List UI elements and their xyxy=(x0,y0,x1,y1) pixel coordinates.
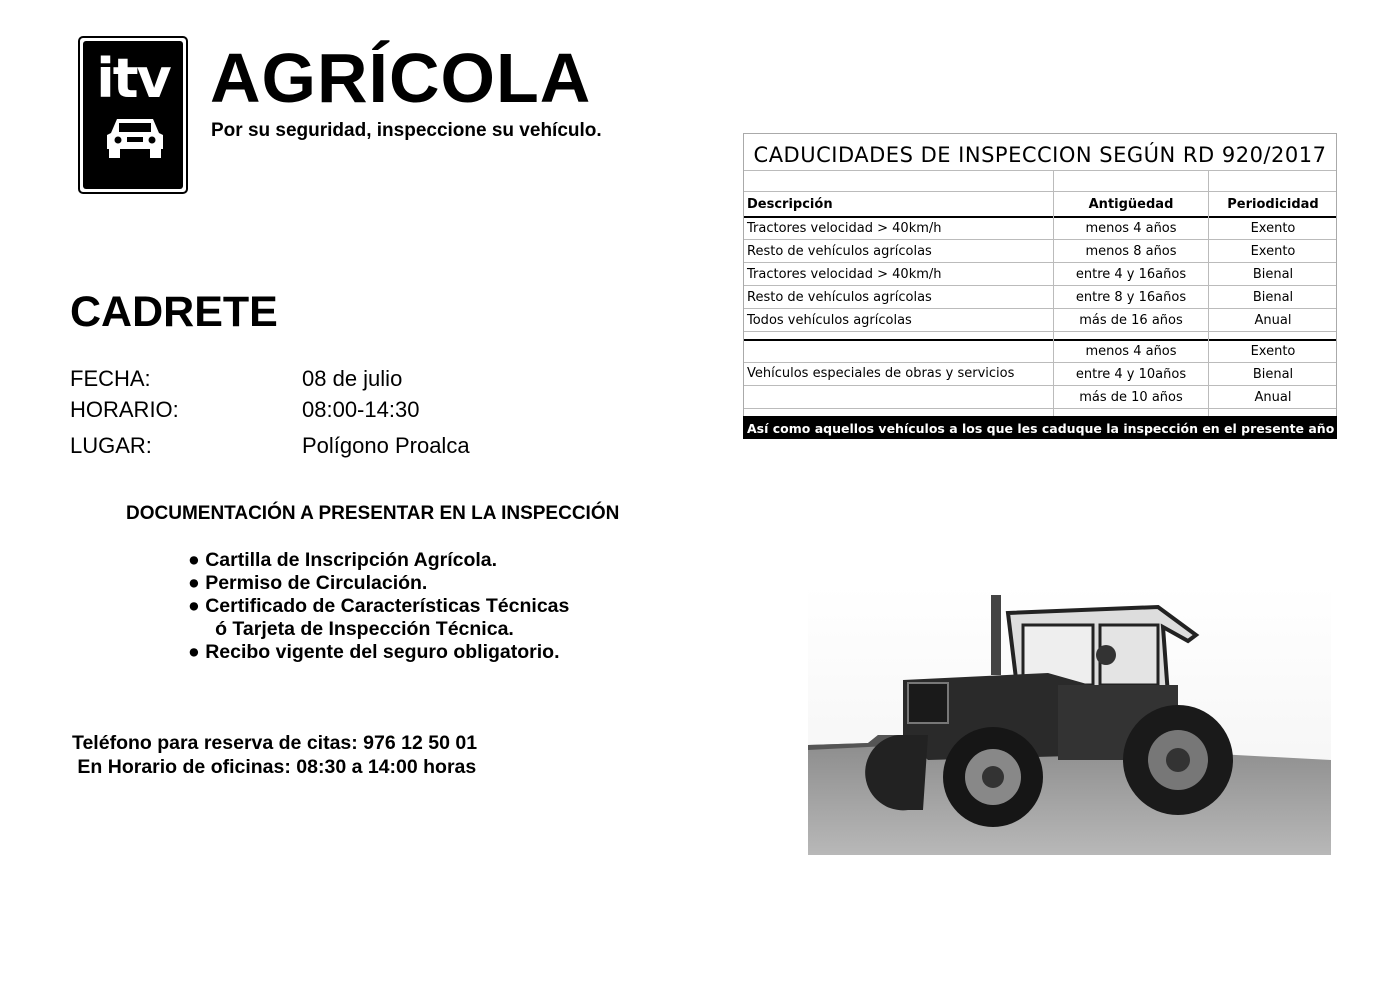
car-icon xyxy=(105,115,165,161)
documents-list-item: ó Tarjeta de Inspección Técnica. xyxy=(188,618,514,640)
tractor-photo xyxy=(808,585,1331,855)
table-cell: entre 8 y 16años xyxy=(1075,290,1187,305)
office-hours-line: En Horario de oficinas: 08:30 a 14:00 horas xyxy=(72,756,477,778)
table-cell: Bienal xyxy=(1252,290,1294,305)
table-cell: Resto de vehículos agrícolas xyxy=(747,290,932,305)
table-cell: entre 4 y 16años xyxy=(1075,267,1187,282)
column-header-description: Descripción xyxy=(747,197,833,212)
phone-line: Teléfono para reserva de citas: 976 12 50 01 xyxy=(72,732,478,754)
date-label: FECHA: xyxy=(70,366,151,391)
table-cell: Tractores velocidad > 40km/h xyxy=(747,221,942,236)
table-cell: Exento xyxy=(1250,244,1296,259)
table-title: CADUCIDADES DE INSPECCION SEGÚN RD 920/2017 xyxy=(753,143,1327,167)
inspection-table xyxy=(743,133,1337,439)
column-header-periodicity: Periodicidad xyxy=(1227,197,1319,212)
documents-list-item: ● Certificado de Características Técnicas xyxy=(188,595,570,617)
column-header-age: Antigüedad xyxy=(1088,197,1174,212)
place-value: Polígono Proalca xyxy=(302,433,470,458)
table-cell: Bienal xyxy=(1252,367,1294,382)
place-label: LUGAR: xyxy=(70,433,152,458)
documents-heading: DOCUMENTACIÓN A PRESENTAR EN LA INSPECCIÓN xyxy=(126,503,620,524)
town-name: CADRETE xyxy=(70,288,278,336)
table-cell: Vehículos especiales de obras y servicios xyxy=(747,366,1015,381)
column-divider xyxy=(1208,170,1209,416)
documents-list xyxy=(188,549,569,664)
itv-logo-text: itv xyxy=(96,47,170,110)
table-cell: Anual xyxy=(1254,390,1292,405)
hours-label: HORARIO: xyxy=(70,397,179,422)
documents-list-item: ● Cartilla de Inscripción Agrícola. xyxy=(188,549,498,571)
table-cell: Tractores velocidad > 40km/h xyxy=(747,267,942,282)
table-cell: más de 10 años xyxy=(1079,390,1183,405)
documents-list-item: ● Recibo vigente del seguro obligatorio. xyxy=(188,641,560,663)
table-cell: Exento xyxy=(1250,221,1296,236)
table-cell: Anual xyxy=(1254,313,1292,328)
table-cell: más de 16 años xyxy=(1079,313,1183,328)
table-divider xyxy=(744,191,1336,192)
hours-value: 08:00-14:30 xyxy=(302,397,420,422)
table-cell: Todos vehículos agrícolas xyxy=(747,313,912,328)
contact-info xyxy=(72,731,477,779)
table-cell: entre 4 y 10años xyxy=(1075,367,1187,382)
table-cell: menos 4 años xyxy=(1085,344,1177,359)
itv-logo xyxy=(78,36,188,194)
date-value: 08 de julio xyxy=(302,366,403,391)
table-cell: menos 8 años xyxy=(1085,244,1177,259)
itv-logo-background xyxy=(83,41,183,189)
page-title: AGRÍCOLA xyxy=(210,39,592,117)
table-cell: Bienal xyxy=(1252,267,1294,282)
table-cell: menos 4 años xyxy=(1085,221,1177,236)
table-cell: Resto de vehículos agrícolas xyxy=(747,244,932,259)
slogan: Por su seguridad, inspeccione su vehículo. xyxy=(211,120,602,141)
table-cell: Exento xyxy=(1250,344,1296,359)
table-footer-note: Así como aquellos vehículos a los que les caduque la inspección en el presente año xyxy=(743,416,1337,439)
table-divider xyxy=(744,170,1336,171)
documents-list-item: ● Permiso de Circulación. xyxy=(188,572,428,594)
